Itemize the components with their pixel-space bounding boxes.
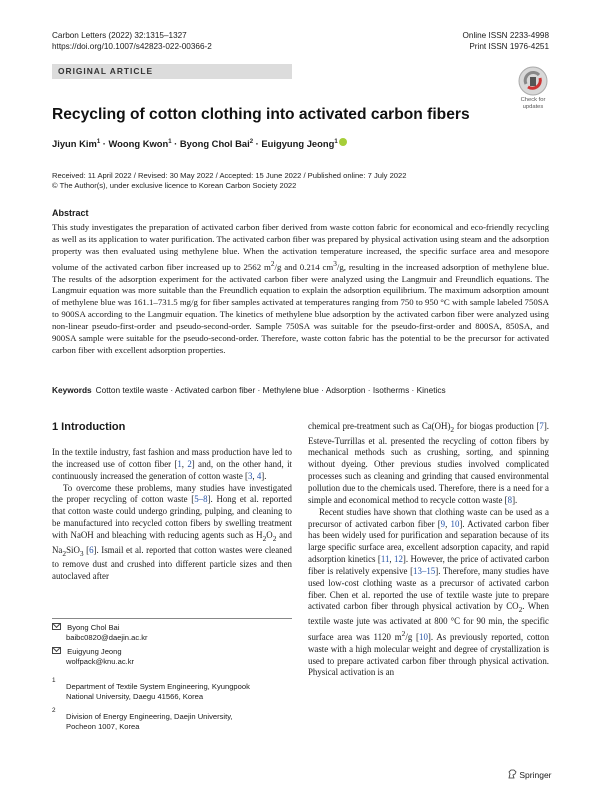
author-name[interactable]: Jiyun Kim [52, 138, 97, 149]
article-title: Recycling of cotton clothing into activated carbon fibers [52, 106, 470, 123]
citation-link[interactable]: 6 [89, 544, 94, 555]
corresponding-email[interactable]: wolfpack@knu.ac.kr [66, 657, 135, 667]
affiliation-text: Pocheon 1007, Korea [66, 722, 140, 732]
correspondence-1 [52, 623, 292, 643]
springer-horse-icon [508, 769, 517, 779]
body-column-right [308, 421, 549, 679]
superscript: 2 [270, 258, 275, 268]
author-name[interactable]: Byong Chol Bai [179, 138, 250, 149]
corresponding-email[interactable]: baibc0820@daejin.ac.kr [66, 633, 148, 643]
abstract-heading: Abstract [52, 208, 89, 218]
orcid-icon[interactable] [339, 138, 347, 146]
corresponding-author-name: Byong Chol Bai [67, 623, 120, 632]
author-affiliation-mark: 2 [249, 138, 254, 145]
check-for-updates-label[interactable]: Check for updates [520, 97, 546, 110]
author-affiliation-mark: 1 [334, 138, 338, 145]
citation-link[interactable]: 9 [440, 518, 446, 529]
affiliation-2 [52, 706, 292, 732]
keywords-label: Keywords [52, 385, 92, 395]
superscript: 3 [333, 258, 337, 268]
author-name[interactable]: Euigyung Jeong [261, 138, 335, 149]
abstract-text: This study investigates the preparation of activated carbon fiber derived from waste cotton fabric for economical and eco-friendly recycling as well as its application to water purification. The activated carbon fiber was prepared by physical activation using steam and the adsorption property was then evaluated using methylene blue. When the activation temperature increased, the specific surface area and mesopore volume of the activated carbon fiber increased up to 2562 m [52, 222, 549, 272]
paragraph: In the textile industry, fast fashion and mass production have led to the increased use of cotton fiber [1, 2] and, on the other hand, it continuously increased the generation of cotton waste [3, 4]. [52, 447, 293, 481]
abstract-text: /g, resulting in the increased adsorption of methylene blue. The results of the adsorption experiment for the activated carbon fiber were analyzed using the Langmuir and Freundlich equations. The Langmuir equation was more suitable than the Freundlich equation to explain the adsorption equilibrium. The maximum adsorption amount of methylene blue was 161.1–731.5 mg/g for fiber samples activated at temperatures ranging from 750 to 950 °C with sample labeled 750SA to 900SA according to the Langmuir equation. The kinetics of methylene blue adsorption by the activated carbon fiber were analyzed using non-linear pseudo-first-order and pseudo-second-order. Sample 750SA was suitable for the pseudo-first-order and 800SA, 850SA, and 900SA sample were suitable for the pseudo-second-order. Therefore, waste cotton fabric has the potential to be the precursor for activated carbon fiber with excellent adsorption properties. [52, 261, 550, 355]
author-affiliation-mark: 1 [96, 138, 101, 145]
journal-citation: Carbon Letters (2022) 32:1315–1327 [52, 31, 187, 40]
affiliation-number: 2 [52, 707, 56, 714]
author-list [52, 138, 532, 149]
affiliation-number: 1 [52, 677, 56, 684]
citation-link[interactable]: 12 [394, 554, 403, 565]
citation-link[interactable]: 8 [507, 494, 513, 505]
citation-link[interactable]: 10 [419, 631, 428, 642]
abstract-text: /g and 0.214 cm [274, 261, 334, 272]
body-column-left [52, 447, 292, 583]
corresponding-author-name: Euigyung Jeong [67, 647, 122, 656]
copyright-line: © The Author(s), under exclusive licence to Korean Carbon Society 2022 [52, 181, 297, 191]
citation-link[interactable]: 1 [177, 458, 182, 469]
affiliation-text: Division of Energy Engineering, Daejin University, [66, 712, 233, 721]
citation-link[interactable]: 11 [380, 554, 390, 565]
paragraph: To overcome these problems, many studies have investigated the proper recycling of cotton waste [5–8]. Hong et al. reported that cotton waste could undergo grinding, pulping, and cleaning to be manufactured into recycled cotton fibers by swelling treatment with NaOH and bleaching with reducing agents such as $H_2O_2$ and $Na_2SiO_3$ [6]. Ismail et al. reported that cotton wastes were cleaned to remove dust and crushed into different particle sizes and then autoclaved after [52, 482, 292, 581]
print-issn: Print ISSN 1976-4251 [469, 42, 549, 51]
citation-link[interactable]: 5–8 [194, 494, 208, 505]
publisher-name: Springer [519, 770, 552, 780]
author-separator: · [174, 138, 178, 149]
article-history [52, 171, 552, 192]
citation-link[interactable]: 2 [187, 458, 192, 469]
author-name[interactable]: Woong Kwon [108, 138, 169, 149]
envelope-icon [52, 623, 61, 630]
citation-link[interactable]: 10 [450, 518, 460, 529]
affiliation-text: Department of Textile System Engineering, Kyungpook [66, 682, 250, 691]
running-header-right [463, 30, 549, 52]
citation-link[interactable]: 4 [256, 470, 262, 481]
envelope-icon [52, 647, 61, 654]
doi-link[interactable]: https://doi.org/10.1007/s42823-022-00366-2 [52, 42, 212, 51]
author-separator: · [255, 138, 259, 149]
check-for-updates-icon[interactable] [517, 65, 549, 97]
citation-link[interactable]: 3 [247, 470, 253, 481]
abstract-body [52, 222, 549, 357]
history-dates: Received: 11 April 2022 / Revised: 30 May 2022 / Accepted: 15 June 2022 / Published online: 7 July 2022 [52, 171, 407, 180]
affiliation-1 [52, 676, 292, 702]
keywords-block [52, 385, 549, 395]
correspondence-2 [52, 647, 292, 667]
article-type-label: ORIGINAL ARTICLE [58, 66, 154, 76]
affiliation-text: National University, Daegu 41566, Korea [66, 692, 204, 702]
paragraph: chemical pre-treatment such as $Ca(OH)_2$ for biogas production [7]. Esteve-Turrillas et al. presented the recycling of cotton fibers by mechanical methods such as crushing, sorting, and spinning without dyeing. Other previous studies involved complicated processes such as cleaning and grinding that caused environmental pollution due to the chemicals used. Therefore, there is a need for a simple and economical method to recycle cotton waste [8]. [308, 421, 549, 505]
author-separator: · [102, 138, 106, 149]
keywords-list: Cotton textile waste · Activated carbon fiber · Methylene blue · Adsorption · Isotherms · Kinetics [95, 385, 446, 395]
section-heading-introduction: 1 Introduction [52, 421, 126, 433]
running-header-left [52, 30, 212, 52]
paragraph: Recent studies have shown that clothing waste can be used as a precursor of activated carbon fiber [9, 10]. Activated carbon fiber has been widely used for purification and separation because of its large specific surface area, excellent adsorption capacity, and rapid adsorption kinetics [11, 12]. However, the price of activated carbon fiber is relatively expensive [13–15]. Therefore, many studies have used low-cost clothing waste as a precursor of activated carbon fiber. Chen et al. reported the use of textile waste jute to prepare activated carbon fiber through physical activation by $CO_2$. When textile waste jute was activated at 800 °C for 90 min, the specific surface area was 1120 $m^2/g$ [10]. As previously reported, cotton waste with a high molecular weight and degree of crystallization is used to prepare activated carbon fiber through physical activation. Physical activation is an [308, 506, 550, 678]
article-type-banner [52, 64, 292, 79]
footnote-divider [52, 618, 292, 619]
author-affiliation-mark: 1 [168, 138, 172, 145]
citation-link[interactable]: 13–15 [413, 565, 436, 576]
publisher-logo [508, 769, 552, 780]
citation-link[interactable]: 7 [539, 421, 544, 431]
online-issn: Online ISSN 2233-4998 [462, 31, 549, 40]
